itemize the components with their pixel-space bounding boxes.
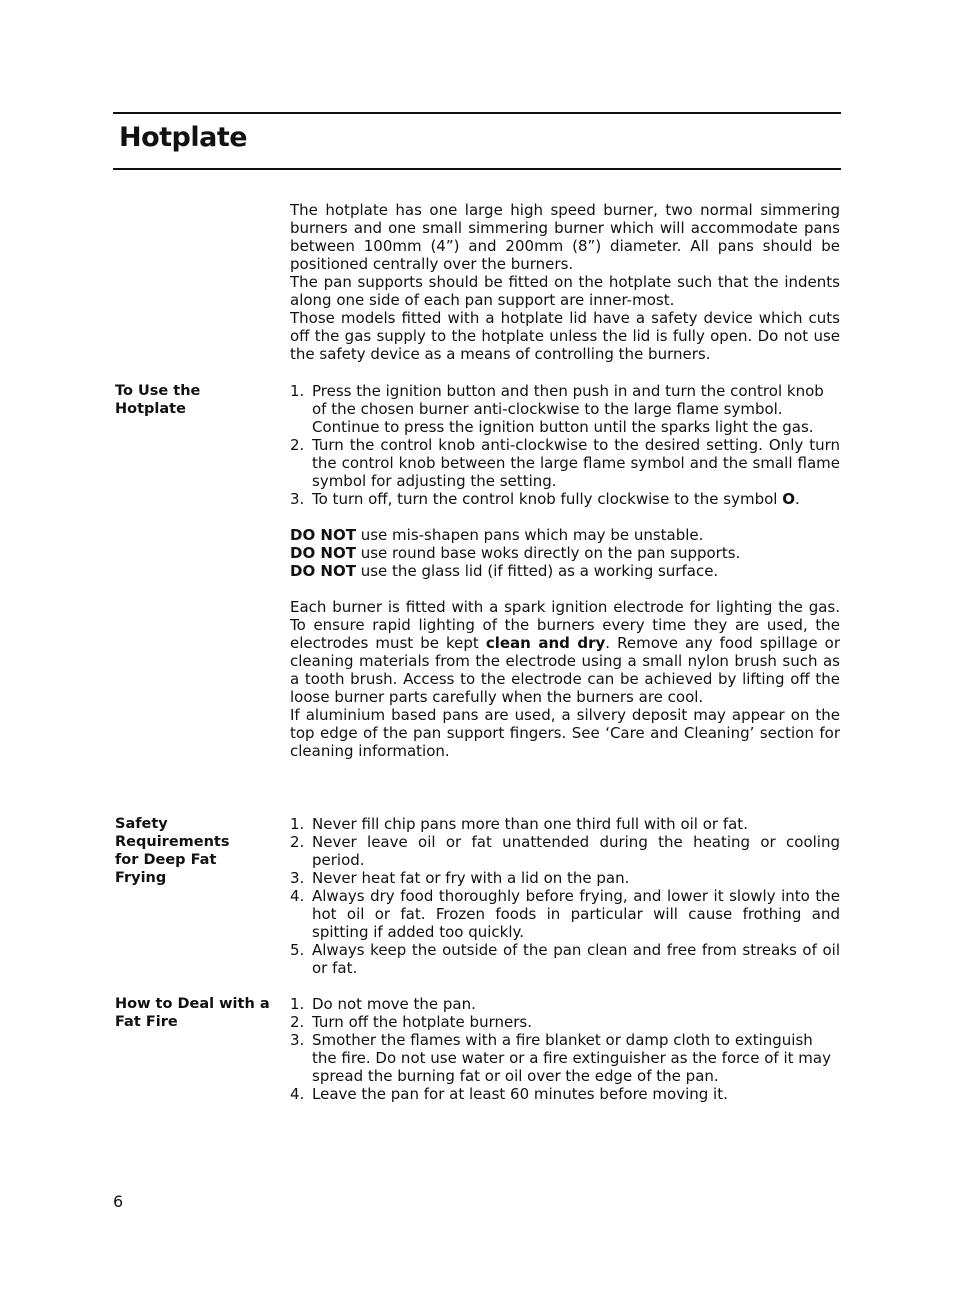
use-heading: To Use the Hotplate xyxy=(115,383,201,417)
list-item: 1. Never fill chip pans more than one third full with oil or fat. xyxy=(290,815,748,833)
electrode-paragraph: Each burner is fitted with a spark ignition electrode for lighting the gas. To ensure rapid lighting of the burners every time they are used, the electrodes must be kept clean and dry. Remove any food spillage or cleaning materials from the electrode using a small nylon brush such as a tooth brush. Access to the electrode can be achieved by lifting off the loose burner parts carefully when the burners are cool. xyxy=(290,598,840,706)
list-item: 3. Smother the flames with a fire blanket or damp cloth to extinguish the fire. Do not use water or a fire extinguisher as the force of it may spread the burning fat or oil over the edge of the pan. xyxy=(290,1031,831,1085)
safety-steps xyxy=(290,815,840,977)
step-number: 2. xyxy=(290,436,305,454)
emphasis: clean and dry xyxy=(485,634,606,652)
step-text: Press the ignition button and then push in and turn the control knob of the chosen burner anti-clockwise to the large flame symbol. Continue to press the ignition button until the sparks light the gas. xyxy=(312,382,824,436)
list-item: 4. Always dry food thoroughly before frying, and lower it slowly into the hot oil or fat. Frozen foods in particular will cause frothing and spitting if added too quickly. xyxy=(290,887,840,941)
warning-line: DO NOT use round base woks directly on the pan supports. xyxy=(290,544,741,562)
aluminium-paragraph: If aluminium based pans are used, a silvery deposit may appear on the top edge of the pan support fingers. See ‘Care and Cleaning’ section for cleaning information. xyxy=(290,706,840,760)
list-item: 2. Turn off the hotplate burners. xyxy=(290,1013,532,1031)
title-top-rule xyxy=(113,112,841,114)
intro-paragraph: The pan supports should be fitted on the hotplate such that the indents along one side of each pan support are inner-most. xyxy=(290,273,840,309)
do-not-label: DO NOT xyxy=(290,526,356,544)
do-not-label: DO NOT xyxy=(290,544,356,562)
fire-steps xyxy=(290,995,840,1103)
step-text: . xyxy=(795,490,800,508)
safety-section xyxy=(290,815,840,977)
page-number: 6 xyxy=(113,1192,124,1211)
intro-paragraph: The hotplate has one large high speed burner, two normal simmering burners and one small simmering burner which will accommodate pans between 100mm (4”) and 200mm (8”) diameter. All pans should be positioned centrally over the burners. xyxy=(290,201,840,273)
list-item: 3. Never heat fat or fry with a lid on the pan. xyxy=(290,869,630,887)
fire-section xyxy=(290,995,840,1103)
fire-heading: How to Deal with a Fat Fire xyxy=(115,996,270,1030)
off-symbol: O xyxy=(782,490,796,508)
title-bottom-rule xyxy=(113,168,841,170)
use-section xyxy=(290,382,840,760)
step-text: To turn off, turn the control knob fully clockwise to the symbol xyxy=(312,490,783,508)
list-item xyxy=(290,382,840,436)
list-item: 2. Never leave oil or fat unattended during the heating or cooling period. xyxy=(290,833,840,869)
page-title: Hotplate xyxy=(119,122,248,153)
step-number: 3. xyxy=(290,490,305,508)
list-item xyxy=(290,436,840,490)
do-not-label: DO NOT xyxy=(290,562,356,580)
safety-heading: Safety Requirements for Deep Fat Frying xyxy=(115,816,230,886)
list-item: 4. Leave the pan for at least 60 minutes before moving it. xyxy=(290,1085,728,1103)
step-text: Turn the control knob anti-clockwise to the desired setting. Only turn the control knob between the large flame symbol and the small flame symbol for adjusting the setting. xyxy=(312,436,840,490)
intro-section xyxy=(290,201,840,363)
list-item: 1. Do not move the pan. xyxy=(290,995,476,1013)
use-steps xyxy=(290,382,840,508)
warning-line: DO NOT use mis-shapen pans which may be unstable. xyxy=(290,526,704,544)
intro-paragraph: Those models fitted with a hotplate lid have a safety device which cuts off the gas supply to the hotplate unless the lid is fully open. Do not use the safety device as a means of controlling the burners. xyxy=(290,309,840,363)
warning-line: DO NOT use the glass lid (if fitted) as a working surface. xyxy=(290,562,719,580)
list-item xyxy=(290,490,840,508)
list-item: 5. Always keep the outside of the pan clean and free from streaks of oil or fat. xyxy=(290,941,840,977)
step-number: 1. xyxy=(290,382,305,400)
